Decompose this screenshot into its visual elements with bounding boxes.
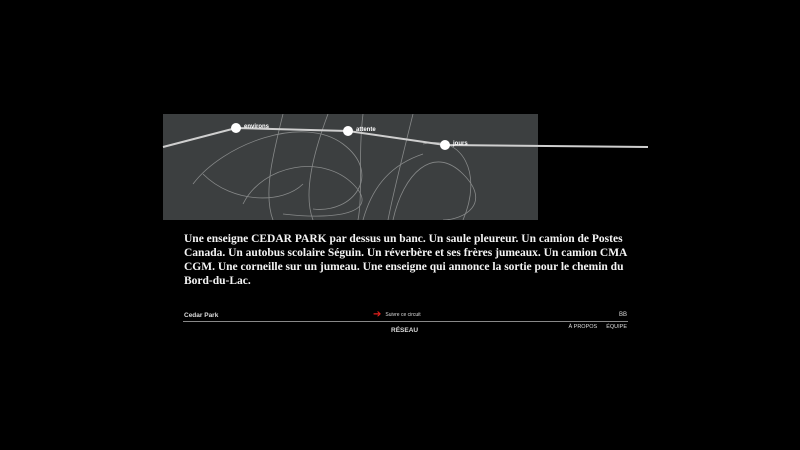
footer-nav (568, 324, 627, 330)
stop-label: attente (356, 127, 376, 133)
nav-apropos[interactable]: À PROPOS (568, 324, 598, 330)
description-text: Une enseigne CEDAR PARK par dessus un banc. Un saule pleureur. Un camion de Postes Canada. Un autobus scolaire Séguin. Un réverbère et ses frères jumeaux. Un camion CMA CGM. Une corneille sur un jumeau. Une enseigne qui annonce la sortie pour le chemin du Bord-du-Lac. (184, 233, 627, 287)
initials-link[interactable]: BB (618, 312, 627, 318)
stop-marker-attente[interactable] (343, 126, 353, 136)
stop-label: jours (453, 141, 468, 147)
follow-circuit-label: Suivre ce circuit (385, 312, 421, 318)
stop-marker-environs[interactable] (231, 123, 241, 133)
site-name[interactable]: Cedar Park (184, 312, 219, 319)
arrow-right-icon: ➔ (373, 309, 382, 320)
stop-label: environs (244, 124, 270, 130)
nav-reseau[interactable]: RÉSEAU (391, 327, 419, 334)
footer-divider (183, 321, 628, 322)
nav-equipe[interactable]: ÉQUIPE (606, 324, 627, 330)
stop-marker-jours[interactable] (440, 140, 450, 150)
follow-circuit-link[interactable] (373, 311, 421, 319)
